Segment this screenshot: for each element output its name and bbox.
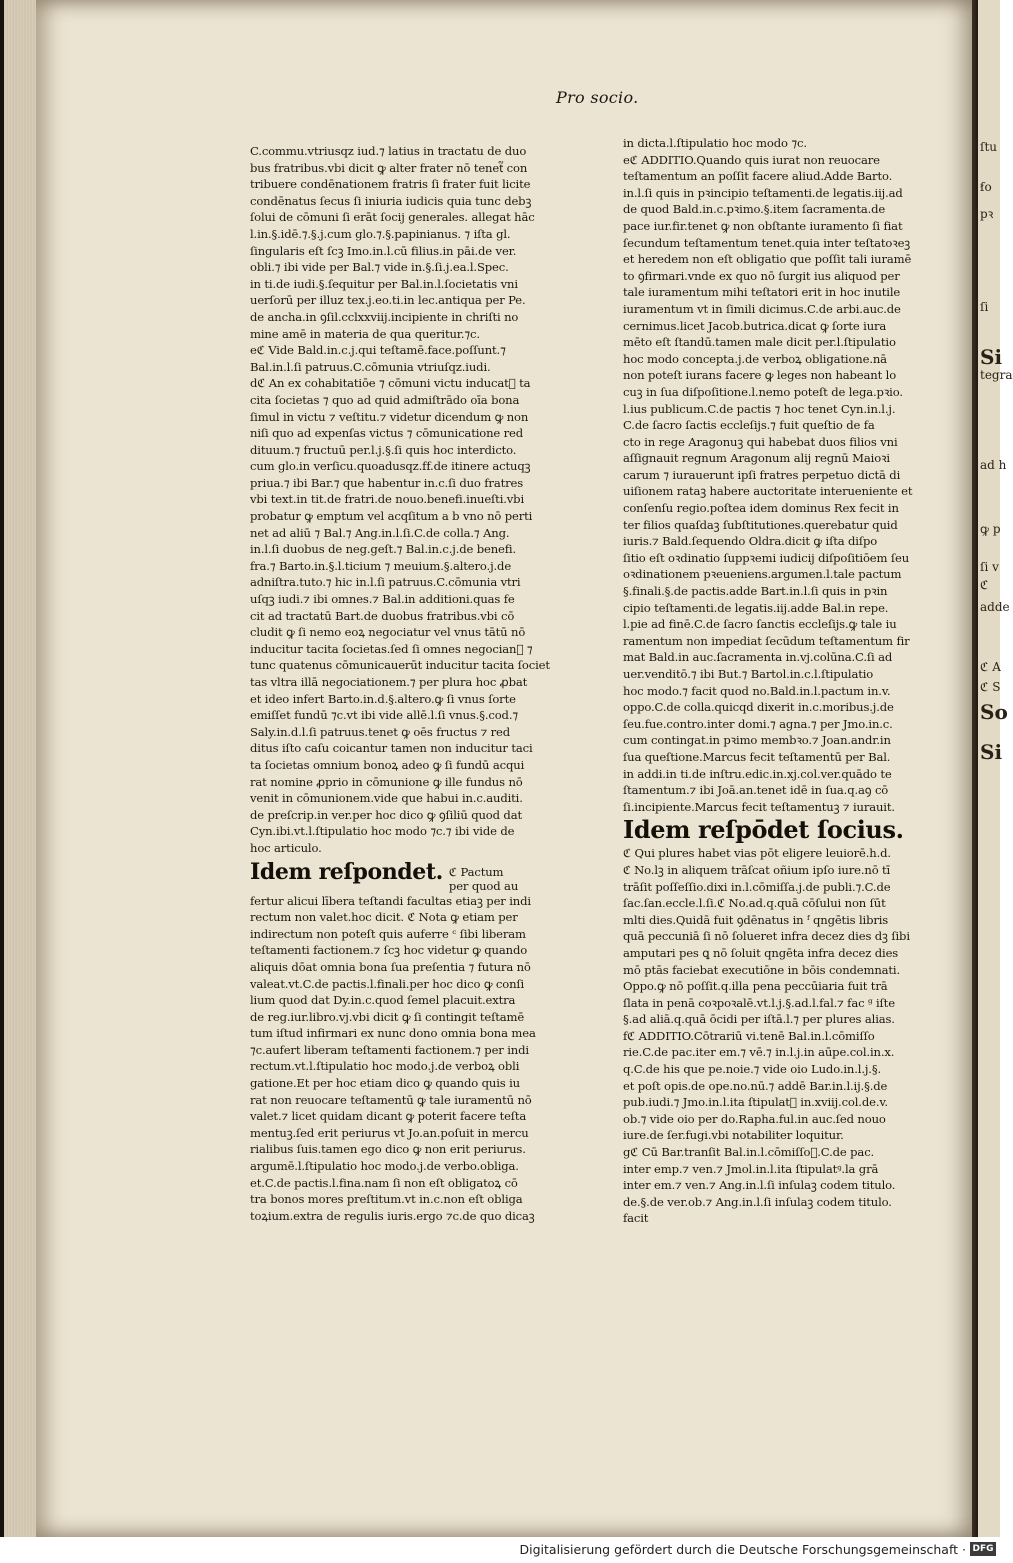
text-line: gatione.Et per hoc etiam dico ꝙ quando quis iu xyxy=(250,1076,520,1091)
text-line: teſtamentum an poſſit facere aliud.Adde Barto. xyxy=(623,169,893,184)
left-column-text-bottom xyxy=(250,893,540,1225)
text-line: argumē.l.ſtipulatio hoc modo.j.de verbo.obliga. xyxy=(250,1159,519,1174)
text-line: cit ad tractatū Bart.de duobus fratribus.vbi cō xyxy=(250,608,515,623)
text-line: conſenſu regio.poſtea idem dominus Rex fecit in xyxy=(623,501,899,516)
text-line: q.C.de his que pe.noie.⁊ vide oio Ludo.in.l.j.§. xyxy=(623,1062,882,1077)
text-line: ta ſocietas omnium bonoꝝ adeo ꝙ ſi fundū acqui xyxy=(250,757,525,772)
text-line: tas vltra illā negociationem.⁊ per plura hoc ꝓbat xyxy=(250,675,528,689)
text-line: l.in.§.idē.⁊.§.j.cum glo.⁊.§.papinianus. ⁊ iſta gl. xyxy=(250,226,511,241)
text-line: et.C.de pactis.l.fina.nam ſi non eſt obligatoꝝ cō xyxy=(250,1175,518,1190)
text-line: cum contingat.in pꝛimo membꝛo.⁊ Joan.andr.in xyxy=(623,733,891,748)
text-line: aliquis dōat omnia bona ſua preſentia ⁊ futura nō xyxy=(250,959,531,974)
text-line: in ti.de iudi.§.ſequitur per Bal.in.l.ſocietatis vni xyxy=(250,276,518,291)
text-line: rialibus ſuis.tamen ego dico ꝙ non erit periurus. xyxy=(250,1142,526,1157)
next-page-fragment: Si xyxy=(980,740,1003,764)
next-page-fragment: adde xyxy=(980,600,1010,614)
text-line: valet.⁊ licet quidam dicant ꝙ poterit facere teſta xyxy=(250,1109,527,1124)
text-line: trāſit poſſeſſio.dixi in.l.cōmiſſa.j.de publi.⁊.C.de xyxy=(623,879,891,894)
text-line: ſua queſtione.Marcus fecit teſtamentū per Bal. xyxy=(623,749,891,764)
text-line: C.de ſacro ſactis eccleſijs.⁊ fuit queſtio de fa xyxy=(623,418,875,433)
text-line: venit in cōmunionem.vide que habui in.c.auditi. xyxy=(250,791,523,806)
text-line: §.ad aliā.q.quā ōcidi per iſtā.l.⁊ per plures alias. xyxy=(623,1012,895,1027)
text-line: ⁊c.aufert liberam teſtamenti factionem.⁊ per indi xyxy=(250,1042,529,1057)
text-line: hoc articulo. xyxy=(250,840,322,855)
text-line: cipio teſtamenti.de legatis.iij.adde Bal.in repe. xyxy=(623,600,889,615)
heading-side-line: per quod au xyxy=(448,878,519,893)
text-line: oꝛdinationem pꝛeueniens.argumen.l.tale pactum xyxy=(623,567,902,582)
dfg-logo-icon: DFG xyxy=(970,1542,996,1556)
text-line: indirectum non poteſt quis auferre ᶜ ſibi liberam xyxy=(250,926,526,941)
text-line: in dicta.l.ſtipulatio hoc modo ⁊c. xyxy=(623,136,807,150)
text-line: niſi quo ad expenſas victus ⁊ cōmunicatione red xyxy=(250,426,524,441)
text-line: rie.C.de pac.iter em.⁊ vē.⁊ in.l.j.in aūpe.col.in.x. xyxy=(623,1045,895,1060)
text-line: mat Bald.in auc.ſacramenta in.vj.colūna.C.ſi ad xyxy=(623,650,893,665)
section-heading: Idem reſpondet. xyxy=(250,858,443,885)
text-line: ſi.incipiente.Marcus fecit teſtamentuꝫ ⁊ iurauit. xyxy=(623,799,895,814)
text-line: ſac.ſan.eccle.l.ſi.ℭ No.ad.q.quā cōſului non ſūt xyxy=(623,896,886,911)
text-line: oppo.C.de colla.quicqd dixerit in.c.moribus.j.de xyxy=(623,700,894,715)
text-line: tunc quatenus cōmunicauerūt inducitur tacita ſociet xyxy=(250,658,550,673)
text-line: aſſignauit regnum Aragonum alij regnū Maioꝛi xyxy=(623,451,890,466)
text-line: mentuꝫ.ſed erit periurus vt Jo.an.poſuit in mercu xyxy=(250,1125,529,1140)
text-line: fra.⁊ Barto.in.§.l.ticium ⁊ meuium.§.altero.j.de xyxy=(250,558,512,573)
text-line: bus fratribus.vbi dicit ꝙ alter frater nō tenet᷑ con xyxy=(250,160,528,175)
text-line: ditus iſto caſu coicantur tamen non inducitur taci xyxy=(250,741,533,756)
text-line: ſolui de cōmuni ſi erāt ſocij generales. allegat hāc xyxy=(250,210,535,225)
text-line: iuramentum vt in ſimili dicimus.C.de arbi.auc.de xyxy=(623,301,901,316)
section-heading: Idem reſpōdet ſocius. xyxy=(623,815,904,845)
text-line: pub.iudi.⁊ Jmo.in.l.ita ſtipulat᷑ in.xviij.col.de.v. xyxy=(623,1095,888,1110)
text-line: Oppo.ꝙ nō poſſit.q.illa pena peccūiaria fuit trā xyxy=(623,979,888,994)
text-line: cum glo.in verſicu.quoadusqz.ff.de itinere actuqꝫ xyxy=(250,459,531,474)
text-line: cuꝫ in ſua diſpoſitione.l.nemo poteſt de lega.pꝛio. xyxy=(623,384,903,399)
text-line: de ancha.in ꝯſil.cclxxviij.incipiente in chriſti no xyxy=(250,309,519,324)
text-line: condēnatus ſecus ſi iniuria iudicis quia tunc debꝫ xyxy=(250,193,532,208)
text-line: hoc modo concepta.j.de verboꝝ obligatione.nā xyxy=(623,351,887,366)
text-line: de preſcrip.in ver.per hoc dico ꝙ ꝯſiliū quod dat xyxy=(250,807,522,822)
text-line: dℭ An ex cohabitatiōe ⁊ cōmuni victu inducat᷑ ta xyxy=(250,376,531,391)
text-line: ℭ No.lꝫ in aliquem trāſcat oñium ipſo iure.nō tī xyxy=(623,862,891,877)
text-line: ſeu.fue.contro.inter domi.⁊ agna.⁊ per Jmo.in.c. xyxy=(623,716,893,731)
text-line: ℭ Qui plures habet vias pōt eligere leuiorē.h.d. xyxy=(623,846,891,861)
text-line: in.l.ſi duobus de neg.geſt.⁊ Bal.in.c.j.de benefi. xyxy=(250,542,517,557)
text-line: non poteſt iurans facere ꝙ leges non habeant lo xyxy=(623,368,897,383)
text-line: adniſtra.tuto.⁊ hic in.l.ſi patruus.C.cōmunia vtri xyxy=(250,575,521,590)
next-page-fragment: ẜo xyxy=(980,180,992,194)
text-line: eℭ Vide Bald.in.c.j.qui teſtamē.face.poſſunt.⁊ xyxy=(250,343,506,358)
text-line: probatur ꝙ emptum vel acqſitum a b vno nō perti xyxy=(250,509,533,524)
next-page-edge xyxy=(978,0,1013,1537)
heading-side-text xyxy=(449,859,518,893)
text-line: teſtamenti factionem.⁊ ſcꝫ hoc videtur ꝙ quando xyxy=(250,943,528,958)
next-page-fragment: ℭ A xyxy=(980,660,1001,674)
text-line: ſecundum teſtamentum tenet.quia inter teſtatoꝛeꝫ xyxy=(623,235,911,250)
text-line: net ad aliū ⁊ Bal.⁊ Ang.in.l.ſi.C.de colla.⁊ Ang. xyxy=(250,525,510,540)
heading-side-line: ℭ Pactum xyxy=(448,864,504,879)
text-line: Cyn.ibi.vt.l.ſtipulatio hoc modo ⁊c.⁊ ibi vide de xyxy=(250,824,515,839)
text-line: dituum.⁊ fructuū per.l.j.§.ſi quis hoc interdicto. xyxy=(250,442,517,457)
text-line: cita ſocietas ⁊ quo ad quid admiſtrādo oīa bona xyxy=(250,392,520,407)
text-line: obli.⁊ ibi vide per Bal.⁊ vide in.§.ſi.j.ea.l.Spec. xyxy=(250,260,509,275)
right-column-text-bottom xyxy=(623,845,915,1227)
text-line: et heredem non eſt obligatio que poſſit tali iuramē xyxy=(623,252,912,267)
text-line: ſlata in penā coꝛpoꝛalē.vt.l.j.§.ad.l.fal.⁊ fac ᵍ iſte xyxy=(623,995,895,1010)
text-line: mine amē in materia de qua queritur.⁊c. xyxy=(250,326,480,341)
text-line: gℭ Cū Bar.tranſit Bal.in.l.cōmiſſo᷑.C.de pac. xyxy=(623,1145,875,1160)
text-line: §.finali.§.de pactis.adde Bart.in.l.ſi quis in pꝛin xyxy=(623,584,888,599)
text-line: cludit ꝙ ſi nemo eoꝝ negociatur vel vnus tātū nō xyxy=(250,625,526,640)
text-line: in.l.ſi quis in pꝛincipio teſtamenti.de legatis.iij.ad xyxy=(623,185,903,200)
next-page-fragment: pꝛ xyxy=(980,207,994,221)
text-line: rat nomine ꝓprio in cōmunione ꝙ ille fundus nō xyxy=(250,774,523,789)
next-page-fragment: ℭ S xyxy=(980,680,1001,694)
next-page-fragment: ꝙ p xyxy=(980,522,1001,536)
running-head: Pro socio. xyxy=(556,88,639,107)
text-line: tum iſtud infirmari ex nunc dono omnia bona mea xyxy=(250,1026,536,1041)
text-line: hoc modo.⁊ facit quod no.Bald.in.l.pactum in.v. xyxy=(623,683,891,698)
text-line: ramentum non impediat ſecūdum teſtamentum fir xyxy=(623,633,910,648)
text-line: facit xyxy=(623,1211,649,1226)
text-line: rectum.vt.l.ſtipulatio hoc modo.j.de verboꝝ obli xyxy=(250,1059,520,1074)
text-line: uerſorū per illuz tex.j.eo.ti.in lec.antiqua per Pe. xyxy=(250,293,526,308)
text-line: valeat.vt.C.de pactis.l.finali.per hoc dico ꝙ conſi xyxy=(250,976,525,991)
text-line: iure.de ſer.fugi.vbi notabiliter loquitur. xyxy=(623,1128,844,1143)
text-line: ſitio eſt oꝛdinatio ſuppꝛemi iudicij diſpoſitiōem ſeu xyxy=(623,550,910,565)
text-line: iuris.⁊ Bald.ſequendo Oldra.dicit ꝙ iſta diſpo xyxy=(623,534,878,549)
text-line: l.ius publicum.C.de pactis ⁊ hoc tenet Cyn.in.l.j. xyxy=(623,401,896,416)
text-line: inter emp.⁊ ven.⁊ Jmol.in.l.ita ſtipulatꝰ.la grā xyxy=(623,1161,879,1176)
funding-credit: Digitalisierung gefördert durch die Deutsche Forschungsgemeinschaft · xyxy=(519,1542,966,1557)
next-page-fragment: ſi xyxy=(980,300,989,314)
text-line: et poſt opis.de ope.no.nū.⁊ addē Bar.in.l.ij.§.de xyxy=(623,1078,888,1093)
text-line: to ꝯfirmari.vnde ex quo nō ſurgit ius aliquod per xyxy=(623,268,900,283)
text-line: mēto eſt ſtandū.tamen male dicit per.l.ſtipulatio xyxy=(623,335,896,350)
text-line: lium quod dat Dy.in.c.quod ſemel placuit.extra xyxy=(250,993,516,1008)
next-page-fragment: tegra xyxy=(980,368,1013,382)
text-line: ter filios quaſdaꝫ ſubſtitutiones.querebatur quid xyxy=(623,517,898,532)
page-stack-edge xyxy=(4,0,38,1537)
text-line: cernimus.licet Jacob.butrica.dicat ꝙ ſorte iura xyxy=(623,318,887,333)
text-line: uer.venditō.⁊ ibi But.⁊ Bartol.in.c.l.ſtipulatio xyxy=(623,667,874,681)
text-line: inter em.⁊ ven.⁊ Ang.in.l.ſi inſulaꝫ codem titulo. xyxy=(623,1178,896,1193)
text-line: mō ptās faciebat executiōne in bōis condemnati. xyxy=(623,962,901,977)
right-column-text-top xyxy=(623,135,915,815)
text-line: mlti dies.Quidā fuit ꝯdēnatus in ᶠ qngētis libris xyxy=(623,912,889,927)
text-line: l.pie ad finē.C.de ſacro ſanctis eccleſijs.ꝙ tale iu xyxy=(623,617,897,632)
text-line: de.§.de ver.ob.⁊ Ang.in.l.ſi inſulaꝫ codem titulo. xyxy=(623,1194,892,1209)
text-line: uiſionem rataꝫ habere auctoritate interueniente et xyxy=(623,484,913,499)
next-page-fragment: ſi v xyxy=(980,560,999,574)
text-line: ſimul in victu ⁊ veſtitu.⁊ videtur dicendum ꝙ non xyxy=(250,409,529,424)
text-line: inducitur tacita ſocietas.ſed ſi omnes negocian᷑ ⁊ xyxy=(250,641,533,656)
text-line: tra bonos mores preſtitum.vt in.c.non eſt obliga xyxy=(250,1192,523,1207)
text-line: cto in rege Aragonuꝫ qui habebat duos filios vni xyxy=(623,434,898,449)
text-line: de quod Bald.in.c.pꝛimo.§.item ſacramenta.de xyxy=(623,202,886,217)
text-line: eℭ ADDITIO.Quando quis iurat non reuocare xyxy=(623,152,880,167)
text-line: fertur alicui lībera teſtandi facultas etiaꝫ per indi xyxy=(250,893,531,908)
footer-bar xyxy=(0,1537,1000,1563)
text-line: vbi text.in tit.de fratri.de nouo.benefi.inueſti.vbi xyxy=(250,492,525,507)
text-line: priua.⁊ ibi Bar.⁊ que habentur in.c.ſi duo fratres xyxy=(250,475,523,490)
text-line: in addi.in ti.de inſtru.edic.in.xj.col.ver.quādo te xyxy=(623,766,892,781)
next-page-fragment: Si xyxy=(980,345,1003,369)
text-line: carum ⁊ iurauerunt ipſi fratres perpetuo dictā di xyxy=(623,467,901,482)
text-line: pace iur.fir.tenet ꝙ non obſtante iuramento ſi fiat xyxy=(623,218,903,233)
left-column xyxy=(250,143,550,1224)
text-line: fℭ ADDITIO.Cōtrariū vi.tenē Bal.in.l.cōmiſſo xyxy=(623,1028,875,1043)
text-line: ſingularis eſt ſcꝫ Imo.in.l.cū filius.in pāi.de ver. xyxy=(250,243,517,258)
text-line: tribuere condēnationem fratris ſi frater fuit licite xyxy=(250,177,531,192)
text-line: quā peccuniā ſi nō ſolueret infra decez dies dꝫ ſibi xyxy=(623,929,910,944)
text-line: uſqꝫ iudi.⁊ ibi omnes.⁊ Bal.in additioni.quas fe xyxy=(250,592,515,607)
text-line: amputari pes ꝗ nō ſoluit qngēta infra decez dies xyxy=(623,945,899,960)
text-line: Saly.in.d.l.ſi patruus.tenet ꝙ oēs fructus ⁊ red xyxy=(250,724,510,739)
text-line: tale iuramentum mihi teſtatori erit in hoc inutile xyxy=(623,285,901,300)
text-line: et ideo infert Barto.in.d.§.altero.ꝙ ſi vnus ſorte xyxy=(250,691,516,706)
text-line: Bal.in.l.ſi patruus.C.cōmunia vtriuſqz.iudi. xyxy=(250,359,491,374)
next-page-fragment: ſtu xyxy=(980,140,997,154)
next-page-fragment: ℭ xyxy=(980,578,989,592)
text-line: de reg.iur.libro.vj.vbi dicit ꝙ ſi contingit teſtamē xyxy=(250,1009,525,1024)
right-column xyxy=(623,135,915,1227)
text-line: ſtamentum.⁊ ibi Joā.an.tenet idē in ſua.q.aꝯ cō xyxy=(623,783,889,798)
left-column-text-top xyxy=(250,143,550,857)
left-section-heading-row xyxy=(250,859,540,893)
next-page-fragment: So xyxy=(980,700,1008,724)
next-page-fragment: ad h xyxy=(980,458,1007,472)
text-line: rectum non valet.hoc dicit. ℭ Nota ꝙ etiam per xyxy=(250,910,518,925)
text-line: emiſſet fundū ⁊c.vt ibi vide allē.l.ſi vnus.§.cod.⁊ xyxy=(250,708,518,723)
text-line: C.commu.vtriusqz iud.⁊ latius in tractatu de duo xyxy=(250,144,527,158)
text-line: toꝝium.extra de regulis iuris.ergo ⁊c.de quo dicaꝫ xyxy=(250,1208,535,1223)
text-line: rat non reuocare teſtamentū ꝙ tale iuramentū nō xyxy=(250,1092,532,1107)
text-line: ob.⁊ vide oio per do.Rapha.ful.in auc.ſed nouo xyxy=(623,1111,886,1126)
